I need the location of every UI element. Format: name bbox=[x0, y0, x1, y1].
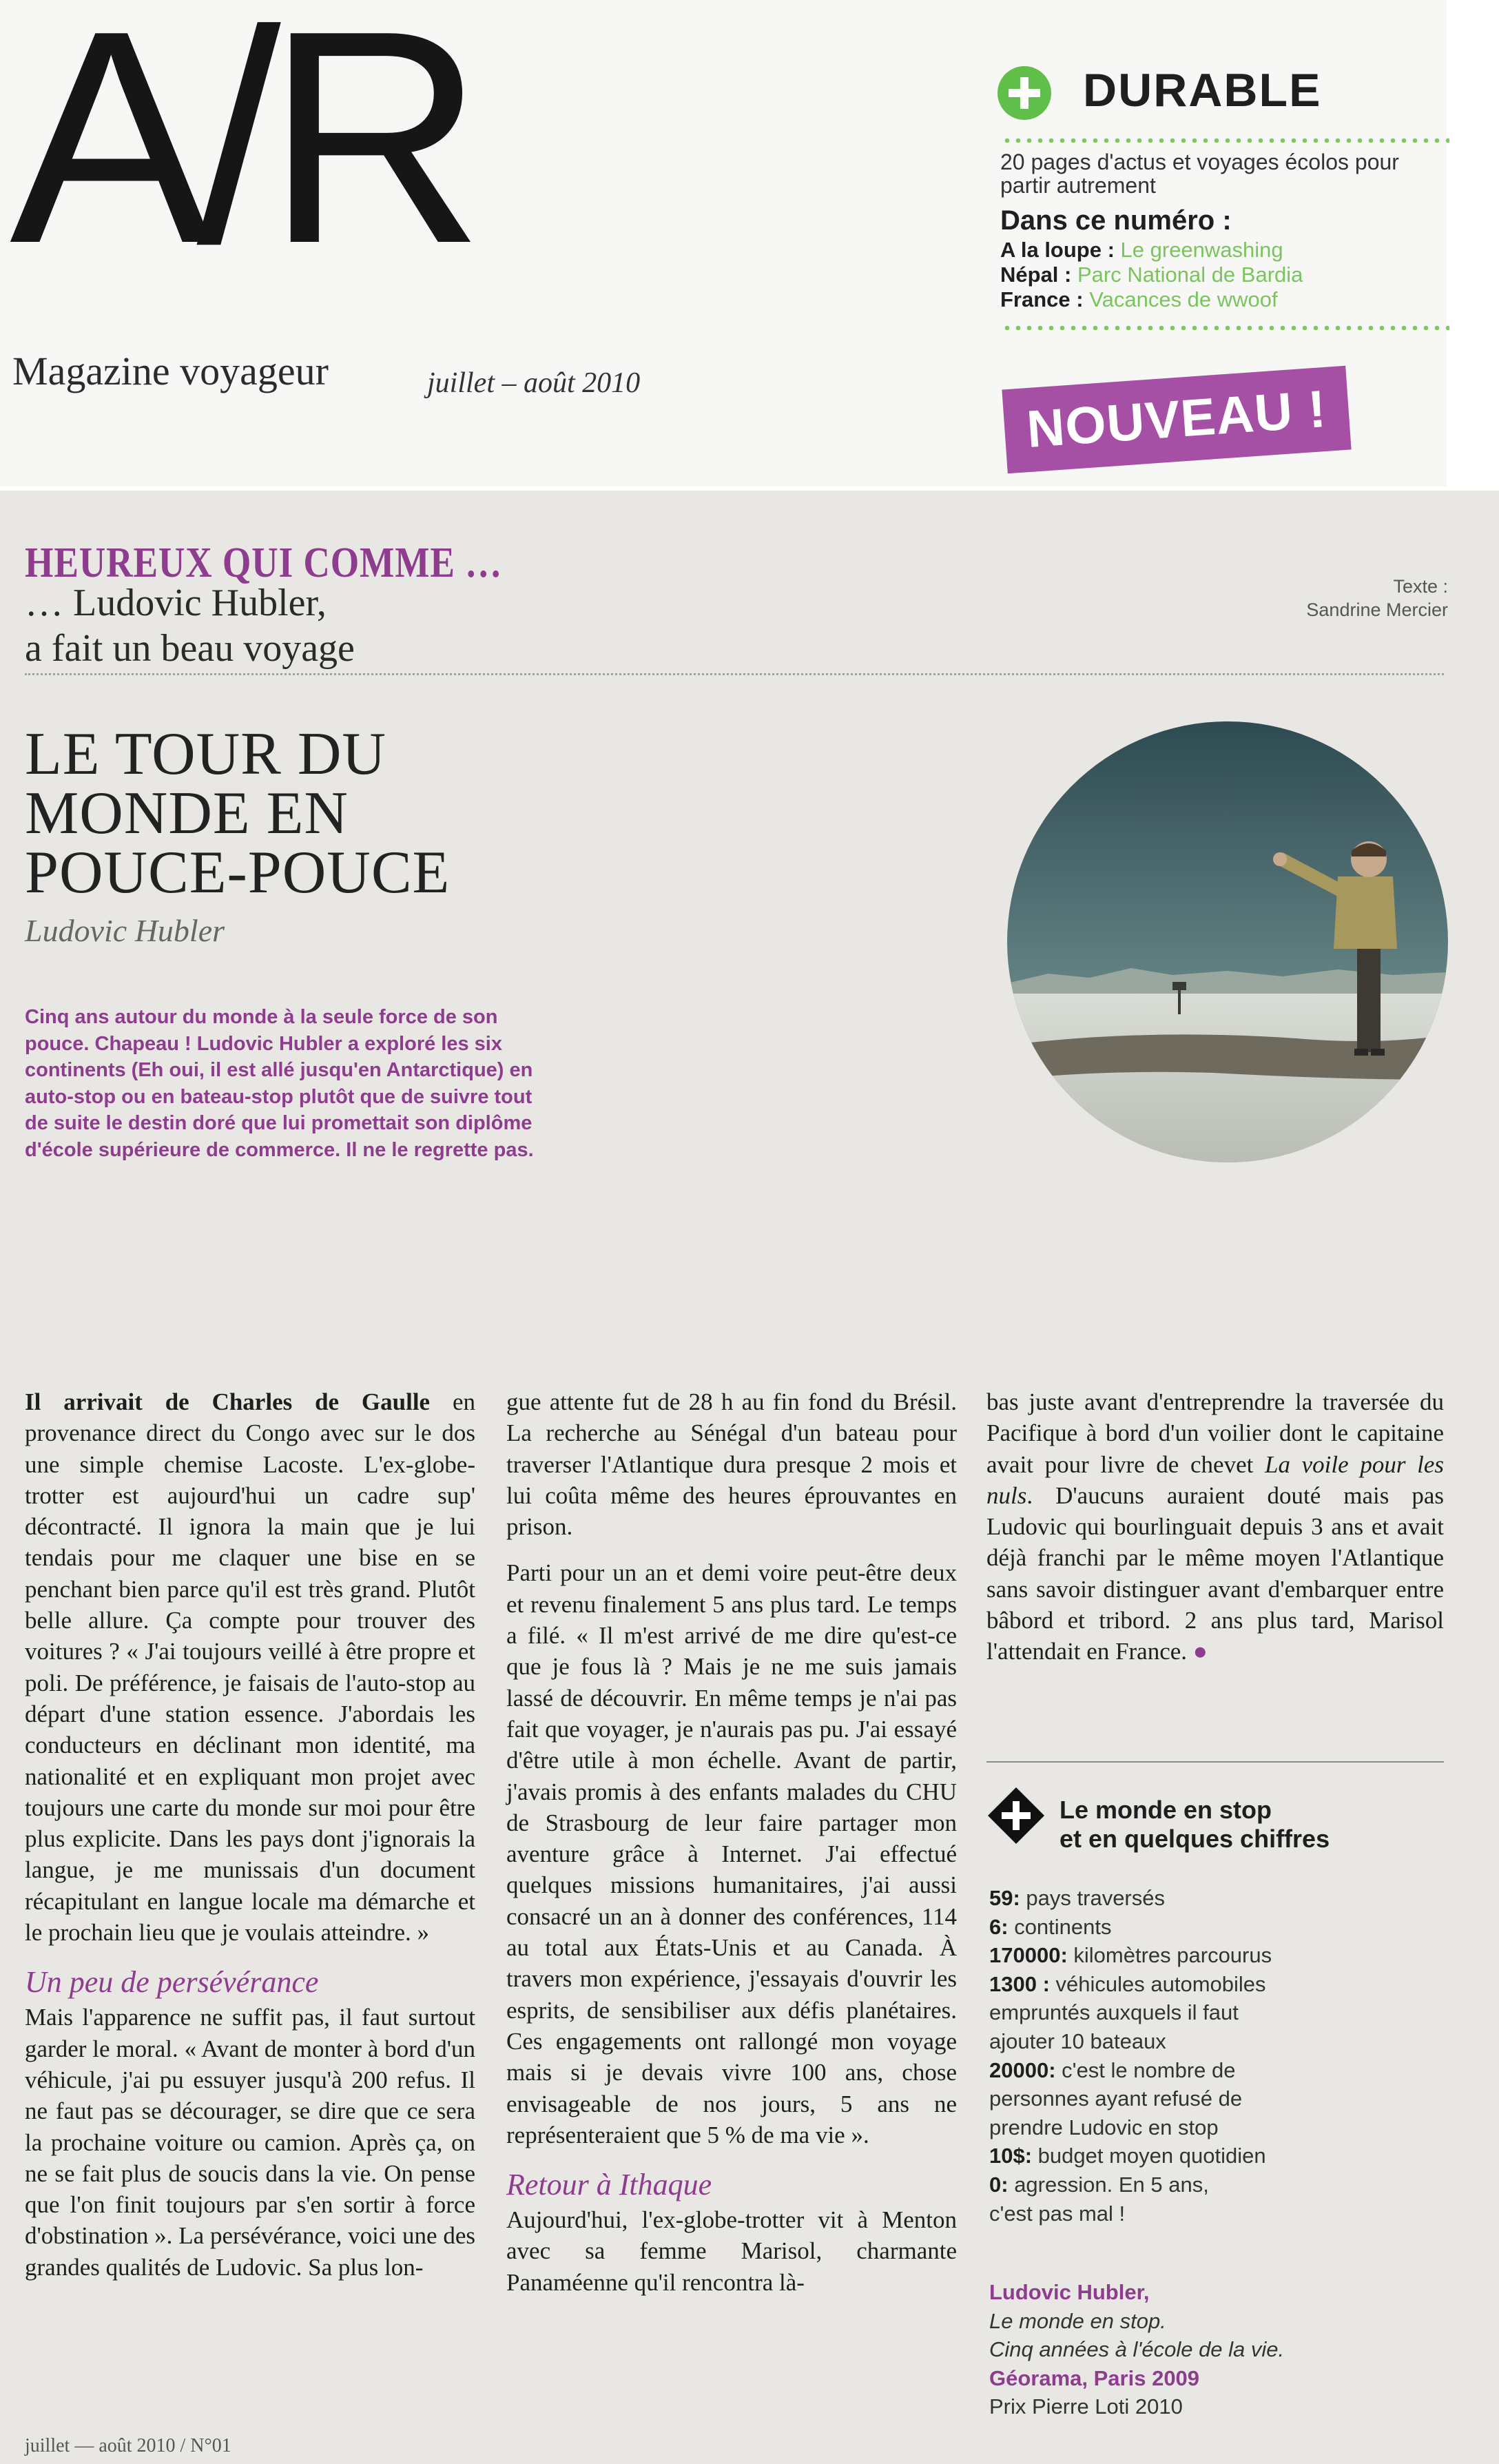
hitchhiker-photo bbox=[1007, 721, 1448, 1162]
end-mark: ● bbox=[1192, 1638, 1208, 1665]
paragraph: Parti pour un an et demi voire peut-être deux et revenu finalement 5 ans plus tard. Le temps a filé. « Il m'est arrivé de me dire qu'est-ce que je fous là ? Mais je ne me suis jamais lassé de découvrir. En même temps je n'ai pas fait que voyager, je n'aurais pas pu. J'ai essayé d'être utile à mon échelle. Avant de partir, j'avais promis à des enfants malades du CHU de Strasbourg de leur faire partager mon aventure grâce à Internet. J'ai effectué quelques missions humanitaires, j'ai aussi consacré un an à donner des conférences, 114 au total aux États-Unis et au Canada. À travers mon expérience, j'essayais d'ouvrir les esprits, de sensibiliser aux défis planétaires. Ces engagements ont rallongé mon voyage mais si je devais vivre 100 ans, chose envisageable de nos jours, 5 ans ne représenteraient que 5 % de ma vie ». bbox=[506, 1559, 957, 2148]
credit-label: Texte : bbox=[1393, 576, 1448, 597]
book-author: Ludovic Hubler, bbox=[989, 2280, 1150, 2304]
paragraph: Mais l'apparence ne suffit pas, il faut surtout garder le moral. « Avant de monter à bord d'un véhicule, j'ai pu essuyer jusqu'à 200 refus. Il ne faut pas se décourager, se dire que ce sera la prochaine voiture ou camion. Après ça, on ne se fait plus de soucis dans la vie. On pense que l'on finit toujours par s'en sortir à force d'obstination ». La persévérance, voici une des grandes qualités de Ludovic. Sa plus lon- bbox=[25, 2004, 475, 2281]
stat-item: 170000: kilomètres parcourus bbox=[989, 1943, 1272, 1968]
issue-date: juillet – août 2010 bbox=[427, 367, 641, 399]
rubric-title: HEUREUX QUI COMME … bbox=[25, 540, 503, 586]
article-title: LE TOUR DU MONDE EN POUCE-POUCE bbox=[25, 721, 451, 906]
stat-item: 20000: c'est le nombre de personnes ayant refusé de prendre Ludovic en stop bbox=[989, 2057, 1243, 2139]
article-subject: Ludovic Hubler bbox=[25, 913, 225, 948]
article-lede: Cinq ans autour du monde à la seule force de son pouce. Chapeau ! Ludovic Hubler a exploré les six continents (Eh oui, il est allé jusqu'en Antarctique) en auto-stop ou en bateau-stop plutôt que de suivre tout de suite le destin doré que lui promettait son diplôme d'école supérieure de commerce. Il ne le regrette pas. bbox=[25, 1006, 534, 1161]
issue-item: France : Vacances de wwoof bbox=[1000, 287, 1278, 311]
book-publisher: Géorama, Paris 2009 bbox=[989, 2365, 1200, 2390]
plus-diamond-icon bbox=[986, 1786, 1046, 1845]
plus-circle-icon bbox=[997, 66, 1051, 120]
paragraph: bas juste avant d'entreprendre la traversée du Pacifique à bord d'un voilier dont le capitaine avait pour livre de chevet La voile pour les nuls. D'aucuns auraient douté mais pas Ludovic qui bourlinguait depuis 3 ans et avait déjà franchi par le même moyen l'Atlantique sans savoir distinguer avant d'embarquer entre bâbord et tribord. 2 ans plus tard, Marisol l'attendait en France. ● bbox=[986, 1388, 1444, 1665]
article-column-1 bbox=[25, 1386, 475, 2283]
nouveau-badge: NOUVEAU ! bbox=[1002, 366, 1351, 474]
magazine-logo: A/R bbox=[10, 0, 470, 307]
book-reference bbox=[989, 2278, 1284, 2421]
article-page bbox=[0, 491, 1499, 2464]
section-heading: Un peu de persévérance bbox=[25, 1965, 319, 2000]
stat-item: 0: agression. En 5 ans, c'est pas mal ! bbox=[989, 2172, 1209, 2226]
book-title: Le monde en stop. bbox=[989, 2308, 1166, 2333]
section-heading: Retour à Ithaque bbox=[506, 2168, 712, 2202]
rubric-subtitle: … Ludovic Hubler, a fait un beau voyage bbox=[25, 582, 355, 670]
paragraph: Aujourd'hui, l'ex-globe-trotter vit à Menton avec sa femme Marisol, charmante Panaméenne qu'il rencontra là- bbox=[506, 2206, 957, 2296]
durable-title: DURABLE bbox=[1083, 64, 1322, 116]
magazine-name: Magazine voyageur bbox=[12, 349, 329, 393]
stats-title: Le monde en stop et en quelques chiffres bbox=[1059, 1796, 1330, 1853]
magazine-cover-band bbox=[0, 0, 1447, 486]
paragraph: gue attente fut de 28 h au fin fond du Brésil. La recherche au Sénégal d'un bateau pour traverser l'Atlantique dura presque 2 mois et lui coûta même des heures éprouvantes en prison. bbox=[506, 1388, 957, 1541]
durable-subtitle: 20 pages d'actus et voyages écolos pour partir autrement bbox=[1000, 150, 1399, 198]
issue-contents-heading: Dans ce numéro : bbox=[1000, 205, 1232, 236]
book-subtitle: Cinq années à l'école de la vie. bbox=[989, 2337, 1285, 2362]
issue-item: A la loupe : Le greenwashing bbox=[1000, 238, 1283, 262]
paragraph: Il arrivait de Charles de Gaulle en provenance direct du Congo avec sur le dos une simple chemise Lacoste. L'ex-globe-trotter est aujourd'hui un cadre sup' décontracté. Il ignora la main que je lui tendais pour me claquer une bise en se penchant bien parce qu'il est très grand. Plutôt belle allure. Ça compte pour trouver des voitures ? « J'ai toujours veillé à être propre et poli. De préférence, je faisais de l'auto-stop au départ d'une station essence. J'abordais les conducteurs en déclinant mon identité, ma nationalité et en expliquant mon projet avec toujours une carte du monde sur moi pour être plus explicite. Dans les pays dont j'ignorais la langue, je me munissais d'un document récapitulant en langue locale ma démarche et le prochain lieu que je voulais atteindre. » bbox=[25, 1388, 475, 1947]
stats-list bbox=[989, 1884, 1375, 2228]
dotted-divider bbox=[1002, 138, 1449, 143]
stat-item: 1300 : véhicules automobiles empruntés auxquels il faut ajouter 10 bateaux bbox=[989, 1971, 1266, 2053]
article-column-2 bbox=[506, 1386, 957, 2298]
stats-divider bbox=[986, 1761, 1444, 1763]
article-column-3 bbox=[986, 1386, 1444, 1667]
credit-author: Sandrine Mercier bbox=[1306, 599, 1448, 620]
stat-item: 10$: budget moyen quotidien bbox=[989, 2144, 1266, 2168]
book-prize: Prix Pierre Loti 2010 bbox=[989, 2394, 1183, 2419]
dotted-divider bbox=[1002, 325, 1449, 331]
stat-item: 6: continents bbox=[989, 1914, 1112, 1939]
dotted-rule bbox=[25, 673, 1444, 675]
stat-item: 59: pays traversés bbox=[989, 1886, 1166, 1910]
page-folio: juillet — août 2010 / N°01 bbox=[25, 2435, 231, 2456]
issue-item: Népal : Parc National de Bardia bbox=[1000, 263, 1303, 287]
